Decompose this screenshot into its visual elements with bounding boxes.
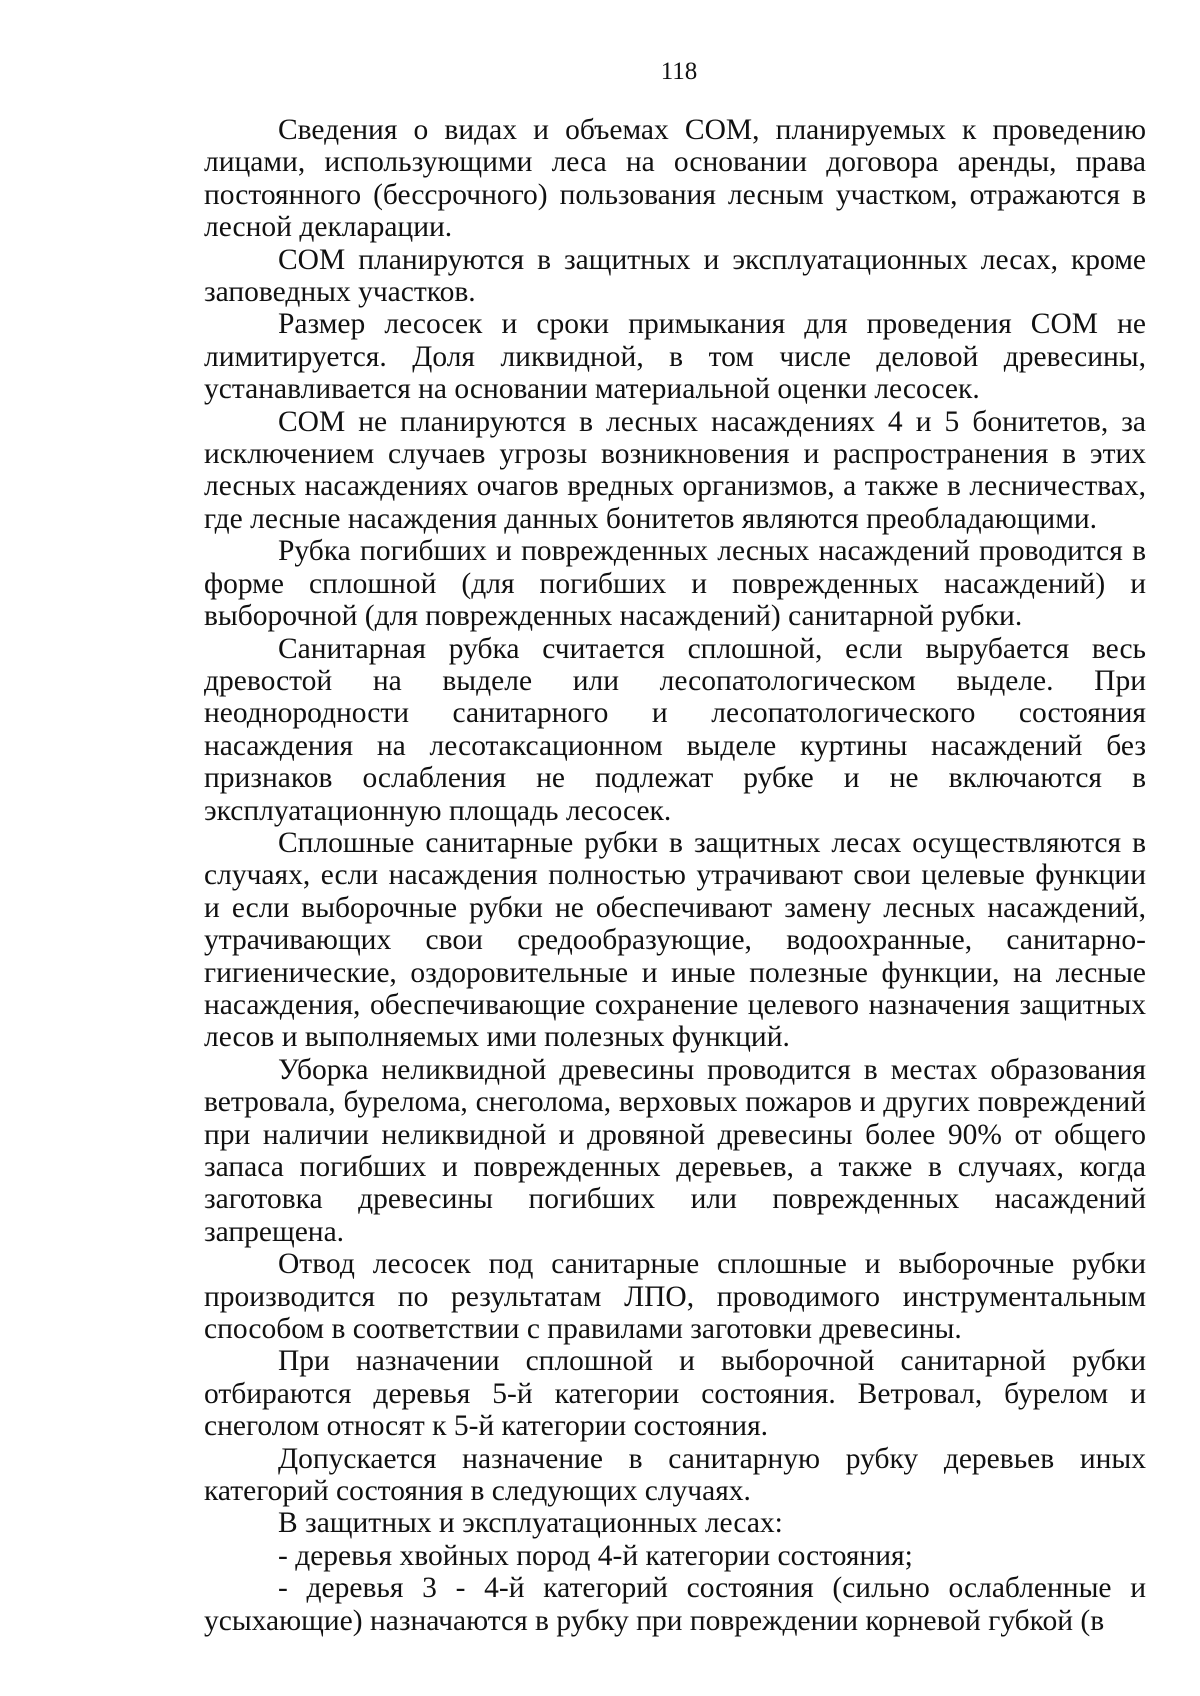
- list-item: - деревья хвойных пород 4-й категории состояния;: [278, 1539, 913, 1572]
- paragraph: СОМ планируются в защитных и эксплуатационных лесах, кроме заповедных участков.: [204, 243, 1146, 309]
- list-item: - деревья 3 - 4-й категорий состояния (сильно ослабленные и усыхающие) назначаются в рубку при повреждении корневой губкой (в: [204, 1572, 1146, 1637]
- paragraph: Допускается назначение в санитарную рубку деревьев иных категорий состояния в следующих случаях.: [204, 1442, 1146, 1508]
- paragraph: При назначении сплошной и выборочной санитарной рубки отбираются деревья 5-й категории состояния. Ветровал, бурелом и снеголом относят к 5-й категории состояния.: [204, 1345, 1146, 1443]
- paragraph: Размер лесосек и сроки примыкания для проведения СОМ не лимитируется. Доля ликвидной, в том числе деловой древесины, устанавливается на основании материальной оценки лесосек.: [204, 308, 1146, 406]
- paragraph: Отвод лесосек под санитарные сплошные и выборочные рубки производится по результатам ЛПО, проводимого инструментальным способом в соответствии с правилами заготовки древесины.: [204, 1248, 1146, 1346]
- paragraph: В защитных и эксплуатационных лесах:: [278, 1507, 783, 1540]
- paragraph: Санитарная рубка считается сплошной, если вырубается весь древостой на выделе или лесопатологическом выделе. При неоднородности санитарного и лесопатологического состояния насаждения на лесотаксационном выделе куртины насаждений без признаков ослабления не подлежат рубке и не включаются в эксплуатационную площадь лесосек.: [204, 632, 1146, 827]
- document-body: [204, 114, 1146, 1637]
- paragraph: СОМ не планируются в лесных насаждениях 4 и 5 бонитетов, за исключением случаев угрозы возникновения и распространения в этих лесных насаждениях очагов вредных организмов, а также в лесничествах, где лесные насаждения данных бонитетов являются преобладающими.: [204, 405, 1146, 535]
- paragraph: Сплошные санитарные рубки в защитных лесах осуществляются в случаях, если насаждения полностью утрачивают свои целевые функции и если выборочные рубки не обеспечивают замену лесных насаждений, утрачивающих свои средообразующие, водоохранные, санитарно-гигиенические, оздоровительные и иные полезные функции, на лесные насаждения, обеспечивающие сохранение целевого назначения защитных лесов и выполняемых ими полезных функций.: [204, 826, 1146, 1054]
- paragraph: Уборка неликвидной древесины проводится в местах образования ветровала, бурелома, снеголома, верховых пожаров и других повреждений при наличии неликвидной и дровяной древесины более 90% от общего запаса погибших и поврежденных деревьев, а также в случаях, когда заготовка древесины погибших или поврежденных насаждений запрещена.: [204, 1053, 1146, 1248]
- paragraph: Рубка погибших и поврежденных лесных насаждений проводится в форме сплошной (для погибших и поврежденных насаждений) и выборочной (для поврежденных насаждений) санитарной рубки.: [204, 535, 1146, 633]
- document-page: [204, 52, 1146, 1637]
- paragraph: Сведения о видах и объемах СОМ, планируемых к проведению лицами, использующими леса на основании договора аренды, права постоянного (бессрочного) пользования лесным участком, отражаются в лесной декларации.: [204, 114, 1146, 244]
- page-number: 118: [660, 58, 698, 85]
